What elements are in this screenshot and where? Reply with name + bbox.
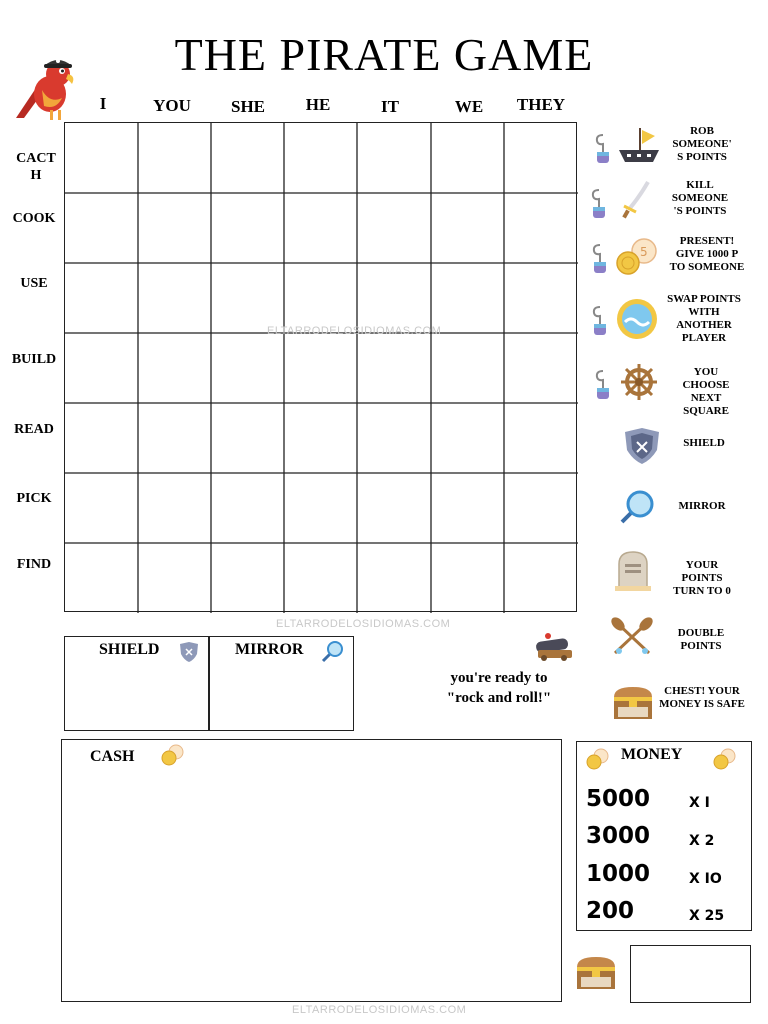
hook-icon [594,369,612,401]
cash-box[interactable] [61,739,562,1002]
money-multiplier: X IO [689,871,722,887]
ready-line-1: you're ready to [450,670,548,686]
footer-watermark-1: ELTARRODELOSIDIOMAS.COM [276,618,451,630]
hook-icon [594,133,612,165]
money-multiplier: X I [689,795,710,811]
column-header-they: THEY [516,95,566,114]
row-header-use: USE [20,276,48,291]
grid-lines [65,123,578,613]
row-header-read: READ [14,422,54,437]
ready-line-2: "rock and roll!" [446,690,552,706]
mirror-icon [618,490,654,526]
mirror-box-label: MIRROR [235,641,304,658]
shield-icon [623,426,661,466]
footer-watermark-2: ELTARRODELOSIDIOMAS.COM [292,1004,467,1016]
shield-small-icon [179,641,199,663]
game-grid[interactable] [64,122,577,612]
page-title: THE PIRATE GAME [174,29,594,80]
legend-chest-text: CHEST! YOUR MONEY IS SAFE [659,685,745,710]
coins-small-icon [160,744,184,766]
coins-small-icon [712,748,736,770]
row-header-find: FIND [16,557,52,572]
legend-zero-text: YOUR POINTS TURN TO 0 [673,559,731,597]
ready-text [424,668,574,708]
cannon-icon [532,632,576,662]
coins-small-icon [585,748,609,770]
safe-money-box[interactable] [630,945,751,1003]
column-header-he: HE [305,95,331,114]
column-header-she: SHE [230,97,266,116]
row-header-cook: COOK [12,211,56,226]
mirror-small-icon [321,641,343,663]
money-multiplier: X 25 [689,908,725,924]
parrot-icon [14,52,78,126]
hook-icon [591,243,609,275]
row-header-catch: CACTH [16,151,56,183]
money-box-label: MONEY [621,746,683,763]
column-header-we: WE [454,97,484,116]
grid-watermark: ELTARRODELOSIDIOMAS.COM [267,325,442,337]
legend-double-text: DOUBLE POINTS [677,627,725,652]
sword-icon [620,180,652,220]
shield-box-label: SHIELD [99,641,160,658]
row-header-build: BUILD [11,352,57,367]
crossed-oars-icon [611,617,653,657]
treasure-chest-icon [612,685,654,721]
column-header-you: YOU [153,96,191,115]
legend-mirror-text: MIRROR [678,500,726,512]
hook-icon [590,188,608,220]
hook-icon [591,305,609,337]
legend-present-text: PRESENT! GIVE 1000 P TO SOMEONE [669,235,745,273]
column-header-it: IT [381,97,399,116]
compass-icon [615,298,659,340]
legend-choose-text: YOU CHOOSE NEXT SQUARE [682,366,730,417]
money-amount: 200 [586,898,635,924]
pirate-ship-icon [617,126,663,166]
treasure-chest-icon [575,955,617,991]
legend-swap-text: SWAP POINTS WITH ANOTHER PLAYER [667,293,741,344]
column-header-i: I [99,94,107,113]
money-multiplier: X 2 [689,833,715,849]
coins-icon [614,237,658,277]
legend-rob-text: ROB SOMEONE' S POINTS [672,125,732,163]
money-amount: 1000 [586,861,651,887]
row-header-pick: PICK [16,491,52,506]
legend-kill-text: KILL SOMEONE 'S POINTS [671,179,729,217]
legend-shield-text: SHIELD [683,437,725,449]
tombstone-icon [613,550,653,592]
money-amount: 5000 [586,786,651,812]
ship-wheel-icon [619,362,659,402]
money-amount: 3000 [586,823,651,849]
svg-text:5: 5 [640,245,648,259]
cash-box-label: CASH [90,748,135,765]
